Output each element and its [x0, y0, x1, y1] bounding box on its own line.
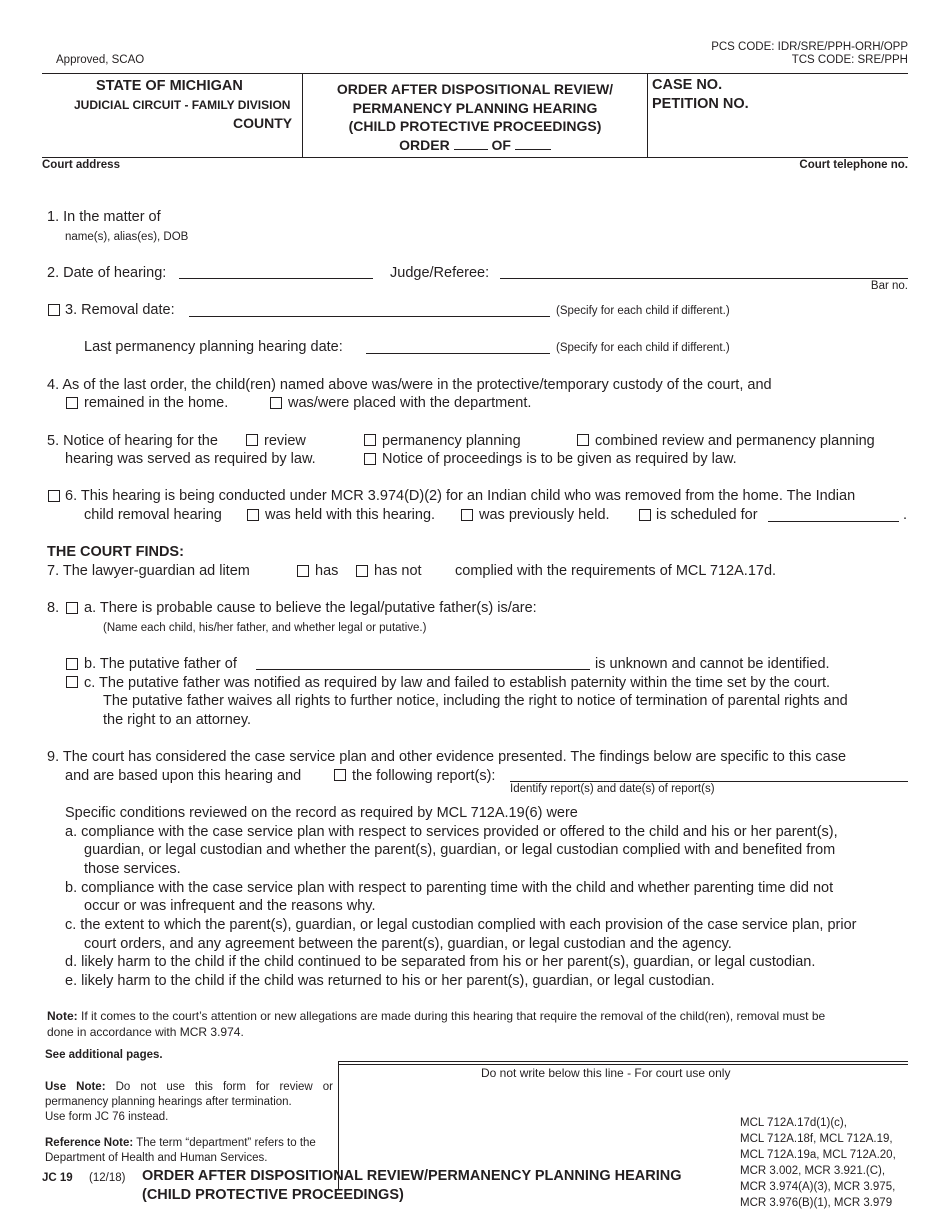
item5-review-checkbox[interactable]	[246, 434, 258, 446]
item9-specific: Specific conditions reviewed on the record as required by MCL 712A.19(6) were	[65, 805, 578, 821]
petition-no-label: PETITION NO.	[652, 96, 749, 112]
item5-review: review	[264, 433, 306, 449]
item9e: e. likely harm to the child if the child was returned to his or her parent(s), guardian, or legal custodian.	[65, 973, 715, 989]
item5-label: 5. Notice of hearing for the	[47, 433, 218, 449]
item6-previously-checkbox[interactable]	[461, 509, 473, 521]
citation-5: MCR 3.974(A)(3), MCR 3.975,	[740, 1181, 896, 1193]
item4-remained-checkbox[interactable]	[66, 397, 78, 409]
item6-opt3: is scheduled for	[656, 507, 758, 523]
item6-line2: child removal hearing	[84, 507, 222, 523]
item7-has-not-checkbox[interactable]	[356, 565, 368, 577]
use-note-line-2: permanency planning hearings after termination.	[45, 1096, 292, 1108]
tcs-code: TCS CODE: SRE/PPH	[791, 54, 908, 66]
use-note-line-3: Use form JC 76 instead.	[45, 1111, 169, 1123]
item3-specify: (Specify for each child if different.)	[556, 305, 730, 317]
ref-note-text-1: The term “department” refers to the	[136, 1137, 316, 1149]
item7-has-checkbox[interactable]	[297, 565, 309, 577]
reference-note	[45, 1136, 333, 1166]
item5-combined: combined review and permanency planning	[595, 433, 875, 449]
form-title	[303, 80, 647, 154]
item9-reports-checkbox[interactable]	[334, 769, 346, 781]
item7-rest: complied with the requirements of MCL 712A.17d.	[455, 563, 777, 579]
ref-note-label: Reference Note:	[45, 1137, 134, 1149]
item6-checkbox[interactable]	[48, 490, 60, 502]
item3-specify-2: (Specify for each child if different.)	[556, 342, 730, 354]
item9d: d. likely harm to the child if the child continued to be separated from his or her parent(s), guardian, or legal custodian.	[65, 954, 816, 970]
citation-4: MCR 3.002, MCR 3.921.(C),	[740, 1165, 886, 1177]
item2-judge-label: Judge/Referee:	[390, 265, 490, 281]
court-telephone-label: Court telephone no.	[799, 159, 908, 171]
use-note	[45, 1080, 333, 1125]
court-finds-heading: THE COURT FINDS:	[47, 544, 184, 560]
form-id: JC 19	[42, 1172, 73, 1184]
item4-opt1: remained in the home.	[84, 395, 229, 411]
last-pph-date-field[interactable]	[366, 353, 550, 354]
item5-notice: Notice of proceedings is to be given as required by law.	[382, 451, 737, 467]
item4-text: 4. As of the last order, the child(ren) named above was/were in the protective/temporary custody of the court, and	[47, 377, 772, 393]
item8c-line1: c. The putative father was notified as required by law and failed to establish paternity within the time set by the court.	[84, 675, 831, 691]
citations	[740, 1115, 896, 1211]
order-label: ORDER	[399, 136, 450, 153]
note-label: Note:	[47, 1009, 78, 1023]
item9c-line1: c. the extent to which the parent(s), guardian, or legal custodian complied with each provision of the case service plan, prior	[65, 917, 857, 933]
item5-served: hearing was served as required by law.	[65, 451, 316, 467]
ref-note-line-2: Department of Health and Human Services.	[45, 1152, 268, 1164]
item9b-line1: b. compliance with the case service plan with respect to parenting time with the child and whether parenting time did not	[65, 880, 834, 896]
item6-text: 6. This hearing is being conducted under MCR 3.974(D)(2) for an Indian child who was removed from the home. The Indian	[65, 488, 856, 504]
judge-referee-field[interactable]	[500, 278, 908, 279]
item7-has: has	[315, 563, 339, 579]
note-line1	[47, 1009, 825, 1023]
item3-removal-label: 3. Removal date:	[65, 302, 175, 318]
item4-placed-checkbox[interactable]	[270, 397, 282, 409]
hearing-date-field[interactable]	[179, 278, 373, 279]
item8a-checkbox[interactable]	[66, 602, 78, 614]
item5-notice-checkbox[interactable]	[364, 453, 376, 465]
state-label: STATE OF MICHIGAN	[96, 78, 243, 94]
item9-line2: and are based upon this hearing and	[65, 768, 302, 784]
ref-note-line-1	[45, 1136, 333, 1151]
county-label: COUNTY	[233, 115, 293, 131]
item1-label: 1. In the matter of	[47, 209, 161, 225]
item3-last-pph-label: Last permanency planning hearing date:	[84, 339, 343, 355]
title-line-2: PERMANENCY PLANNING HEARING	[352, 99, 598, 116]
item6-period: .	[903, 507, 908, 523]
item8b-post: is unknown and cannot be identified.	[595, 656, 830, 672]
of-label: OF	[491, 136, 511, 153]
see-additional-pages: See additional pages.	[45, 1049, 163, 1061]
case-no-label: CASE NO.	[652, 77, 723, 93]
item6-scheduled-checkbox[interactable]	[639, 509, 651, 521]
item2-date-label: 2. Date of hearing:	[47, 265, 167, 281]
use-note-text-1: Do not use this form for review or	[115, 1081, 333, 1093]
item7-has-not: has not	[374, 563, 422, 579]
order-number-field[interactable]	[454, 137, 488, 150]
citation-3: MCL 712A.19a, MCL 712A.20,	[740, 1149, 896, 1161]
item7-label: 7. The lawyer-guardian ad litem	[47, 563, 250, 579]
item9a-line1: a. compliance with the case service plan with respect to services provided or offered to the child and his or her parent(s),	[65, 824, 838, 840]
item8b-pre: b. The putative father of	[84, 656, 237, 672]
scheduled-date-field[interactable]	[768, 521, 899, 522]
item9a-line2: guardian, or legal custodian and whether the parent(s), guardian, or legal custodian complied with and benefited from	[84, 842, 836, 858]
item9b-line2: occur or was infrequent and the reasons why.	[84, 898, 376, 914]
do-not-write-label: Do not write below this line - For court use only	[481, 1066, 731, 1080]
pcs-code: PCS CODE: IDR/SRE/PPH-ORH/OPP	[711, 41, 908, 53]
item9a-line3: those services.	[84, 861, 181, 877]
use-note-line-1	[45, 1080, 333, 1095]
item8a-text: a. There is probable cause to believe the legal/putative father(s) is/are:	[84, 600, 537, 616]
item9-line1: 9. The court has considered the case service plan and other evidence presented. The findings below are specific to this case	[47, 749, 847, 765]
item8a-sub: (Name each child, his/her father, and whether legal or putative.)	[103, 622, 427, 634]
item9-identify: Identify report(s) and date(s) of report(s)	[510, 783, 715, 795]
order-of-line	[303, 136, 647, 155]
approved-label: Approved, SCAO	[56, 54, 145, 66]
reports-field[interactable]	[510, 781, 908, 782]
use-note-label: Use Note:	[45, 1081, 106, 1093]
note-line2: done in accordance with MCR 3.974.	[47, 1025, 244, 1039]
form-date: (12/18)	[89, 1172, 126, 1184]
putative-father-of-field[interactable]	[256, 669, 590, 670]
item8-number: 8.	[47, 600, 60, 616]
item8b-checkbox[interactable]	[66, 658, 78, 670]
footer-title-2: (CHILD PROTECTIVE PROCEEDINGS)	[142, 1187, 404, 1203]
item4-opt2: was/were placed with the department.	[288, 395, 532, 411]
item8c-line2: The putative father waives all rights to further notice, including the right to notice of termination of parental rights and	[103, 693, 848, 709]
item6-held-checkbox[interactable]	[247, 509, 259, 521]
title-line-3: (CHILD PROTECTIVE PROCEEDINGS)	[348, 118, 602, 134]
footer-title-1: ORDER AFTER DISPOSITIONAL REVIEW/PERMANENCY PLANNING HEARING	[142, 1168, 682, 1184]
citation-2: MCL 712A.18f, MCL 712A.19,	[740, 1133, 893, 1145]
title-line-1: ORDER AFTER DISPOSITIONAL REVIEW/	[336, 81, 614, 97]
removal-date-field[interactable]	[189, 316, 550, 317]
item6-opt2: was previously held.	[479, 507, 610, 523]
bar-no-label: Bar no.	[870, 280, 908, 292]
item3-checkbox[interactable]	[48, 304, 60, 316]
item9-reports: the following report(s):	[352, 768, 496, 784]
note-text-1: If it comes to the court’s attention or new allegations are made during this hearing that require the removal of the child(ren), removal must be	[81, 1009, 826, 1023]
citation-6: MCR 3.976(B)(1), MCR 3.979	[740, 1197, 893, 1209]
item6-opt1: was held with this hearing.	[265, 507, 436, 523]
item5-pp: permanency planning	[382, 433, 521, 449]
item1-sub: name(s), alias(es), DOB	[65, 231, 189, 243]
order-total-field[interactable]	[515, 137, 551, 150]
item8c-checkbox[interactable]	[66, 676, 78, 688]
citation-1: MCL 712A.17d(1)(c),	[740, 1117, 847, 1129]
item9c-line2: court orders, and any agreement between the parent(s), guardian, or legal custodian and the agency.	[84, 936, 732, 952]
item5-combined-checkbox[interactable]	[577, 434, 589, 446]
item8c-line3: the right to an attorney.	[103, 712, 252, 728]
court-address-label: Court address	[42, 159, 120, 171]
item5-pp-checkbox[interactable]	[364, 434, 376, 446]
circuit-label: JUDICIAL CIRCUIT - FAMILY DIVISION	[74, 98, 291, 112]
